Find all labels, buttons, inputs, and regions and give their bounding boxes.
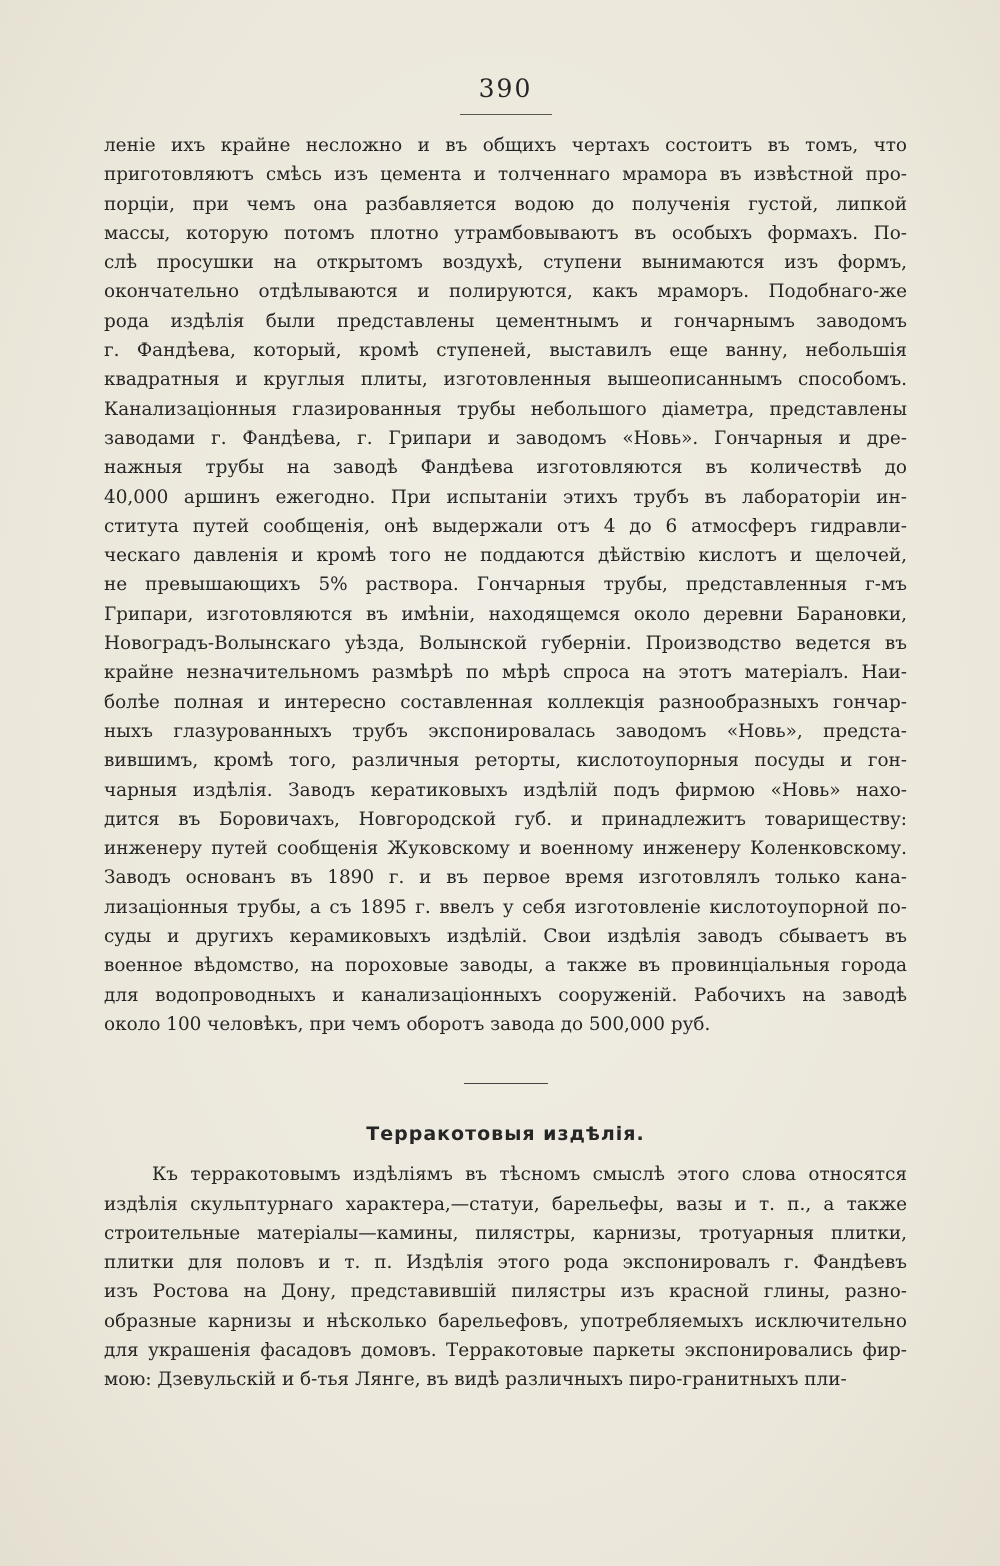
text-line: г. Фандѣева, который, кромѣ ступеней, выставилъ еще ванну, небольшія — [104, 340, 907, 362]
text-line: слѣ просушки на открытомъ воздухѣ, ступени вынимаются изъ формъ, — [104, 252, 907, 274]
text-line: строительные матеріалы—камины, пилястры, карнизы, тротуарныя плитки, — [104, 1222, 907, 1244]
text-line: Заводъ основанъ въ 1890 г. и въ первое время изготовлялъ только кана- — [104, 867, 907, 889]
text-line: дится въ Боровичахъ, Новгородской губ. и принадлежитъ товариществу: — [104, 808, 907, 830]
page-number-rule — [460, 114, 552, 115]
text-line: массы, которую потомъ плотно утрамбовываютъ въ особыхъ формахъ. По- — [104, 222, 907, 244]
text-line: мою: Дзевульскій и б-тья Лянге, въ видѣ различныхъ пиро-гранитныхъ пли- — [104, 1369, 847, 1391]
text-line: ныхъ глазурованныхъ трубъ экспонировалась заводомъ «Новь», предста- — [104, 720, 907, 742]
text-line: для украшенія фасадовъ домовъ. Терракотовые паркеты экспонировались фир- — [104, 1339, 907, 1361]
text-line: около 100 человѣкъ, при чемъ оборотъ завода до 500,000 руб. — [104, 1013, 711, 1035]
text-line: леніе ихъ крайне несложно и въ общихъ чертахъ состоитъ въ томъ, что — [104, 135, 907, 156]
text-line: Къ терракотовымъ издѣліямъ въ тѣсномъ смыслѣ этого слова относятся — [152, 1164, 907, 1186]
text-line: нажныя трубы на заводѣ Фандѣева изготовляются въ количествѣ до — [104, 457, 907, 479]
text-line: Грипари, изготовляются въ имѣніи, находящемся около деревни Барановки, — [104, 603, 907, 625]
text-line: чарныя издѣлія. Заводъ кератиковыхъ издѣлій подъ фирмою «Новь» нахо- — [104, 779, 907, 801]
paragraph-terracotta — [104, 1160, 907, 1394]
text-line: приготовляютъ смѣсь изъ цемента и толченнаго мрамора въ извѣстной про- — [104, 164, 907, 186]
text-line: лизаціонныя трубы, а съ 1895 г. ввелъ у себя изготовленіе кислотоупорной по- — [104, 896, 907, 918]
page-number: 390 — [478, 74, 533, 103]
text-line: не превышающихъ 5% раствора. Гончарныя трубы, представленныя г-мъ — [104, 574, 907, 596]
text-line: рода издѣлія были представлены цементнымъ и гончарнымъ заводомъ — [104, 310, 907, 332]
text-line: порціи, при чемъ она разбавляется водою до полученія густой, липкой — [104, 193, 907, 215]
text-line: военное вѣдомство, на пороховые заводы, а также въ провинціальныя города — [104, 955, 907, 977]
text-line: для водопроводныхъ и канализаціонныхъ сооруженій. Рабочихъ на заводѣ — [104, 984, 907, 1006]
text-line: вившимъ, кромѣ того, различныя реторты, кислотоупорныя посуды и гон- — [104, 750, 907, 772]
text-line: изъ Ростова на Дону, представившій пилястры изъ красной глины, разно- — [104, 1281, 907, 1303]
text-line: заводами г. Фандѣева, г. Грипари и заводомъ «Новь». Гончарныя и дре- — [104, 427, 907, 449]
paragraph-concrete-and-pipes — [104, 131, 907, 1039]
text-line: окончательно отдѣлываются и полируются, какъ мраморъ. Подобнаго-же — [104, 281, 907, 303]
section-heading: Терракотовыя издѣлія. — [366, 1123, 645, 1146]
text-line: 40,000 аршинъ ежегодно. При испытаніи этихъ трубъ въ лабораторіи ин- — [104, 486, 907, 508]
text-line: ческаго давленія и кромѣ того не поддаются дѣйствію кислотъ и щелочей, — [104, 545, 907, 567]
text-line: квадратныя и круглыя плиты, изготовленныя вышеописаннымъ способомъ. — [104, 369, 907, 391]
text-line: издѣлія скульптурнаго характера,—статуи, барельефы, вазы и т. п., а также — [104, 1193, 907, 1215]
text-line: болѣе полная и интересно составленная коллекція разнообразныхъ гончар- — [104, 691, 907, 713]
text-line: инженеру путей сообщенія Жуковскому и военному инженеру Коленковскому. — [104, 838, 907, 860]
text-line: Канализаціонныя глазированныя трубы небольшого діаметра, представлены — [104, 398, 907, 420]
text-line: крайне незначительномъ размѣрѣ по мѣрѣ спроса на этотъ матеріалъ. Наи- — [104, 662, 907, 684]
section-divider — [464, 1083, 548, 1084]
text-line: плитки для половъ и т. п. Издѣлія этого рода экспонировалъ г. Фандѣевъ — [104, 1252, 907, 1274]
text-line: образные карнизы и нѣсколько барельефовъ, употребляемыхъ исключительно — [104, 1310, 907, 1332]
text-line: Новоградъ-Волынскаго уѣзда, Волынской губерніи. Производство ведется въ — [104, 633, 907, 655]
text-line: суды и другихъ керамиковыхъ издѣлій. Свои издѣлія заводъ сбываетъ въ — [104, 926, 907, 948]
text-line: ститута путей сообщенія, онѣ выдержали отъ 4 до 6 атмосферъ гидравли- — [104, 515, 907, 537]
